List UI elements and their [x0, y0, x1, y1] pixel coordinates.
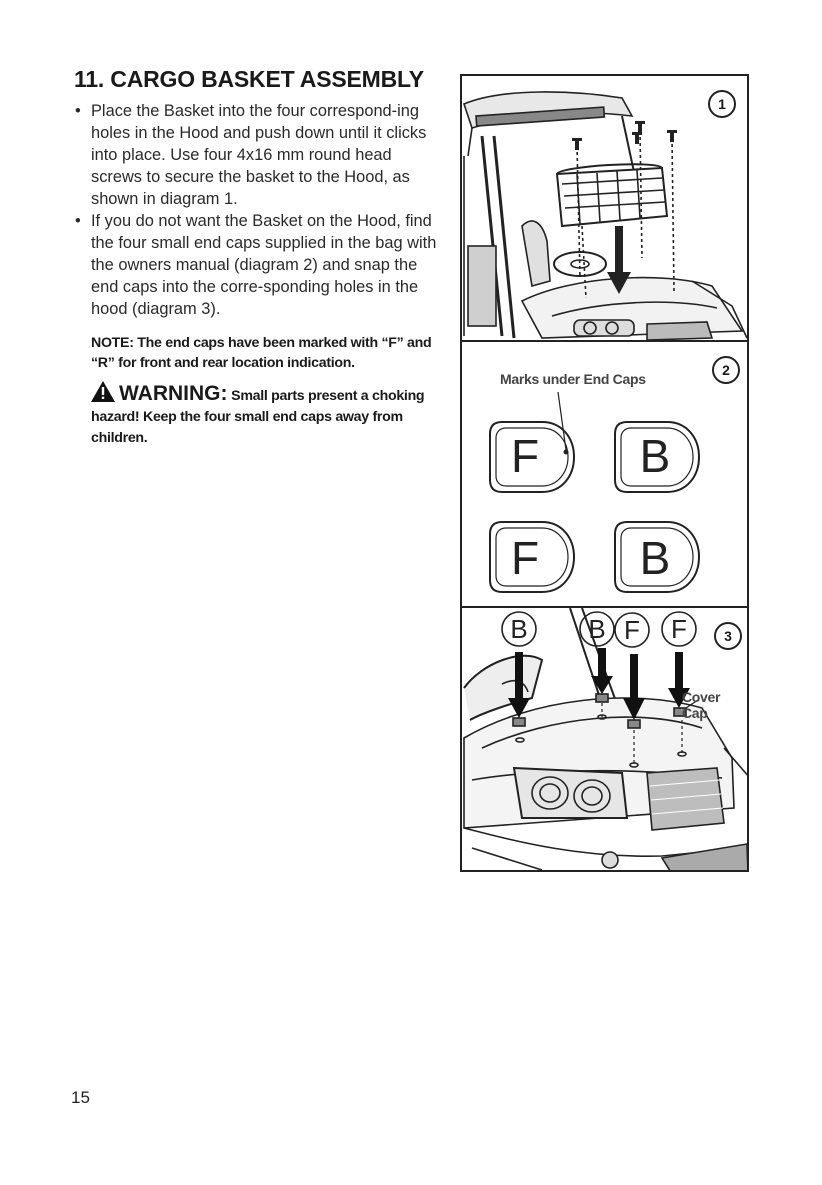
- warning-text: Small parts present a choking hazard! Keep the four small end caps away from children.: [91, 388, 425, 446]
- diagram-number: 3: [714, 622, 742, 650]
- diagram-number: 2: [712, 356, 740, 384]
- page-number: 15: [71, 1088, 90, 1107]
- cap-letter: B: [588, 614, 606, 644]
- end-cap-letter: F: [510, 430, 540, 482]
- caps-on-hood-illustration: [462, 608, 749, 872]
- instruction-list: [74, 100, 446, 320]
- diagram-caption: Marks under End Caps: [500, 371, 646, 387]
- diagram-1: [460, 74, 749, 342]
- cap-letter: B: [510, 614, 528, 644]
- end-cap-letter: B: [639, 430, 671, 482]
- section-title: 11. CARGO BASKET ASSEMBLY: [74, 66, 424, 92]
- diagram-number: 1: [708, 90, 736, 118]
- diagram-2: [460, 340, 749, 608]
- note-text: The end caps have been marked with “F” and “R” for front and rear location indication.: [91, 335, 432, 371]
- cap-letter: F: [671, 614, 687, 644]
- diagram-3: [460, 606, 749, 872]
- warning-label: WARNING:: [119, 382, 228, 405]
- cover-cap-label: Cover Cap: [682, 689, 721, 721]
- instruction-item: • If you do not want the Basket on the Hood, find the four small end caps supplied in the bag with the owners manual (diagram 2) and snap the end caps into the corre-sponding holes in the hood (diagram 3).: [74, 210, 446, 320]
- note: [91, 333, 446, 373]
- warning-triangle-icon: [91, 381, 115, 402]
- basket-on-hood-illustration: [462, 76, 749, 342]
- end-cap-letter: B: [639, 532, 671, 584]
- end-cap-letter: F: [510, 532, 540, 584]
- cap-letter: F: [624, 615, 640, 645]
- warning: [91, 381, 446, 449]
- instruction-item: • Place the Basket into the four correspond-ing holes in the Hood and push down until it clicks into place. Use four 4x16 mm round head screws to secure the basket to the Hood, as shown in diagram 1.: [74, 100, 446, 210]
- note-label: NOTE:: [91, 335, 134, 351]
